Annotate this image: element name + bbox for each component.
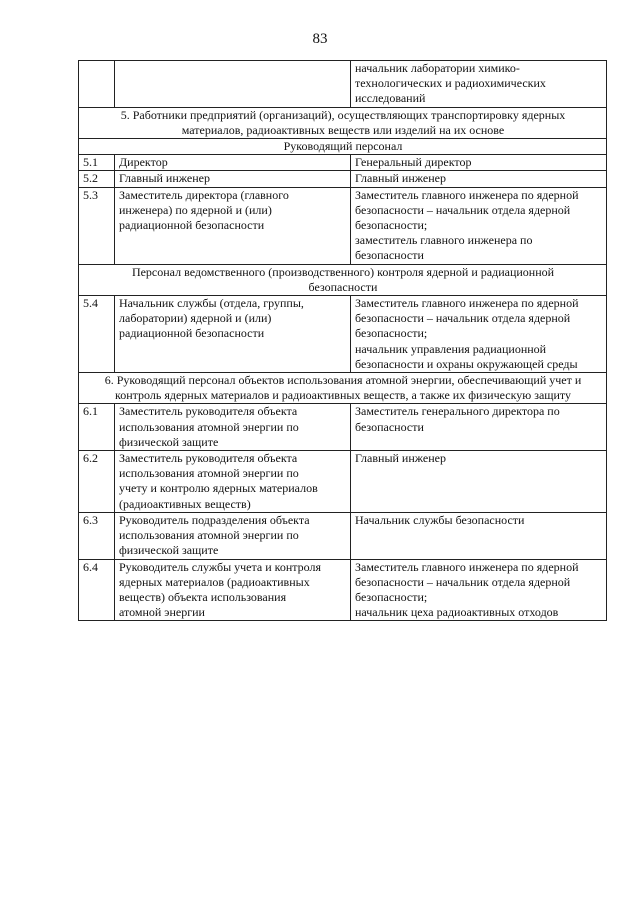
substitute-line: Начальник службы безопасности xyxy=(355,512,525,527)
substitute-line: Главный инженер xyxy=(355,451,446,466)
position-line: Главный инженер xyxy=(119,171,210,186)
position-line: физической защите xyxy=(119,543,219,558)
position-line: инженера) по ядерной и (или) xyxy=(119,202,272,217)
position-line: Начальник службы (отдела, группы, xyxy=(119,296,304,311)
position-cell xyxy=(115,451,351,513)
table-row xyxy=(79,171,607,187)
personnel-table xyxy=(78,60,607,621)
section-heading-line: 6. Руководящий персонал объектов использования атомной энергии, обеспечивающий учет и xyxy=(104,373,582,388)
section-heading-row xyxy=(79,107,607,138)
substitute-cell xyxy=(351,451,607,513)
position-line: физической защите xyxy=(119,434,219,449)
substitute-cell xyxy=(351,296,607,373)
section-heading-row xyxy=(79,264,607,295)
table-row xyxy=(79,296,607,373)
table-row xyxy=(79,61,607,108)
section-heading xyxy=(79,107,607,138)
page-number: 83 xyxy=(312,31,328,47)
substitute-line: безопасности; xyxy=(355,218,428,233)
section-heading xyxy=(79,139,607,155)
substitute-line: технологических и радиохимических xyxy=(355,76,546,91)
substitute-line: Генеральный директор xyxy=(355,155,472,170)
substitute-line: Главный инженер xyxy=(355,171,446,186)
substitute-line: заместитель главного инженера по xyxy=(355,233,533,248)
substitute-cell xyxy=(351,512,607,559)
substitute-cell xyxy=(351,155,607,171)
table-row xyxy=(79,187,607,264)
table-row xyxy=(79,451,607,513)
position-line: Руководитель службы учета и контроля xyxy=(119,559,322,574)
substitute-line: безопасности; xyxy=(355,326,428,341)
position-line: использования атомной энергии по xyxy=(119,528,299,543)
item-number: 5.2 xyxy=(79,171,115,187)
substitute-cell xyxy=(351,404,607,451)
substitute-line: Заместитель главного инженера по ядерной xyxy=(355,559,579,574)
item-number: 6.2 xyxy=(79,451,115,513)
position-cell xyxy=(115,171,351,187)
position-cell xyxy=(115,296,351,373)
substitute-line: безопасности xyxy=(355,248,424,263)
item-number: 5.4 xyxy=(79,296,115,373)
position-line: веществ) объекта использования xyxy=(119,589,287,604)
item-number: 5.1 xyxy=(79,155,115,171)
position-line: радиационной безопасности xyxy=(119,326,265,341)
substitute-line: безопасности – начальник отдела ядерной xyxy=(355,202,571,217)
section-heading xyxy=(79,264,607,295)
position-line: лаборатории) ядерной и (или) xyxy=(119,311,272,326)
position-line: Заместитель руководителя объекта xyxy=(119,451,298,466)
position-line: ядерных материалов (радиоактивных xyxy=(119,574,310,589)
substitute-cell xyxy=(351,559,607,621)
table-row xyxy=(79,155,607,171)
substitute-line: начальник цеха радиоактивных отходов xyxy=(355,605,559,620)
position-line: Заместитель руководителя объекта xyxy=(119,404,298,419)
position-line: атомной энергии xyxy=(119,605,205,620)
substitute-line: Заместитель главного инженера по ядерной xyxy=(355,187,579,202)
item-number: 5.3 xyxy=(79,187,115,264)
item-number: 6.3 xyxy=(79,512,115,559)
item-number xyxy=(79,61,115,108)
table-row xyxy=(79,404,607,451)
substitute-line: исследований xyxy=(355,91,426,106)
position-line: Директор xyxy=(119,155,168,170)
section-heading-row xyxy=(79,373,607,404)
table-row xyxy=(79,559,607,621)
substitute-line: Заместитель главного инженера по ядерной xyxy=(355,296,579,311)
position-cell xyxy=(115,61,351,108)
substitute-line: начальник управления радиационной xyxy=(355,341,547,356)
item-number: 6.4 xyxy=(79,559,115,621)
position-line: использования атомной энергии по xyxy=(119,419,299,434)
position-line: учету и контролю ядерных материалов xyxy=(119,481,318,496)
substitute-cell xyxy=(351,61,607,108)
table-row xyxy=(79,512,607,559)
substitute-line: безопасности – начальник отдела ядерной xyxy=(355,311,571,326)
section-heading-line: безопасности xyxy=(308,279,378,294)
position-cell xyxy=(115,512,351,559)
section-heading-line: Руководящий персонал xyxy=(283,139,403,154)
section-heading-line: Персонал ведомственного (производственного) контроля ядерной и радиационной xyxy=(131,264,555,279)
section-heading-row xyxy=(79,139,607,155)
section-heading-line: контроль ядерных материалов и радиоактивных веществ, а также их физическую защиту xyxy=(114,388,572,403)
section-heading-line: 5. Работники предприятий (организаций), осуществляющих транспортировку ядерных xyxy=(120,107,566,122)
substitute-line: начальник лаборатории химико- xyxy=(355,61,520,75)
position-line: (радиоактивных веществ) xyxy=(119,496,251,511)
substitute-line: безопасности и охраны окружающей среды xyxy=(355,356,578,371)
substitute-line: безопасности xyxy=(355,419,424,434)
position-line: Руководитель подразделения объекта xyxy=(119,512,310,527)
substitute-cell xyxy=(351,187,607,264)
position-line: Заместитель директора (главного xyxy=(119,187,289,202)
position-cell xyxy=(115,404,351,451)
section-heading-line: материалов, радиоактивных веществ или изделий на их основе xyxy=(181,122,505,137)
substitute-cell xyxy=(351,171,607,187)
substitute-line: безопасности – начальник отдела ядерной xyxy=(355,574,571,589)
section-heading xyxy=(79,373,607,404)
position-cell xyxy=(115,155,351,171)
item-number: 6.1 xyxy=(79,404,115,451)
position-cell xyxy=(115,559,351,621)
substitute-line: безопасности; xyxy=(355,589,428,604)
substitute-line: Заместитель генерального директора по xyxy=(355,404,560,419)
position-line: радиационной безопасности xyxy=(119,218,265,233)
position-cell xyxy=(115,187,351,264)
position-line: использования атомной энергии по xyxy=(119,466,299,481)
